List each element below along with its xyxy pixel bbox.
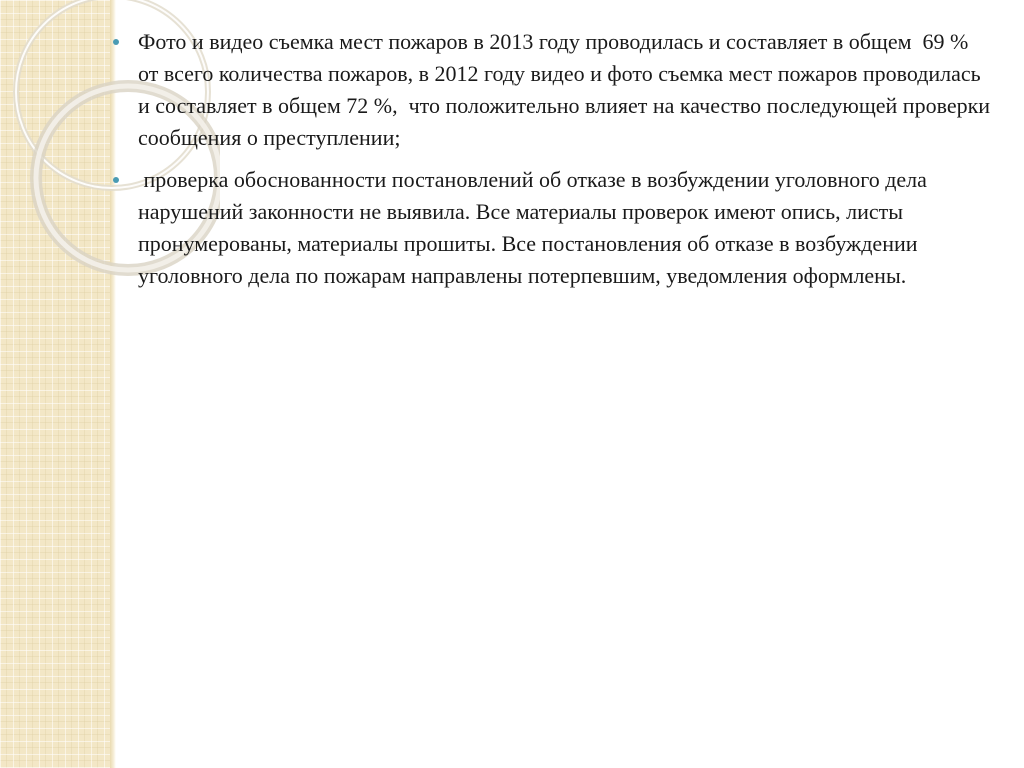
bullet-text: проверка обоснованности постановлений об отказе в возбуждении уголовного дела нарушений законности не выявила. Все материалы проверок имеют опись, листы пронумерованы, материалы прошиты. Все постановления об отказе в возбуждении уголовного дела по пожарам направлены потерпевшим, уведомления оформлены. <box>138 167 933 288</box>
bullet-text: Фото и видео съемка мест пожаров в 2013 году проводилась и составляет в общем 69 % от всего количества пожаров, в 2012 году видео и фото съемка мест пожаров проводилась и составляет в общем 72 %, что положительно влияет на качество последующей проверки сообщения о преступлении; <box>138 29 996 150</box>
bullet-item <box>113 26 996 154</box>
bullet-dot-icon <box>113 177 119 183</box>
bullet-dot-icon <box>113 39 119 45</box>
bullet-list <box>113 26 996 302</box>
bullet-item <box>113 164 993 292</box>
decorative-left-band <box>0 0 114 768</box>
